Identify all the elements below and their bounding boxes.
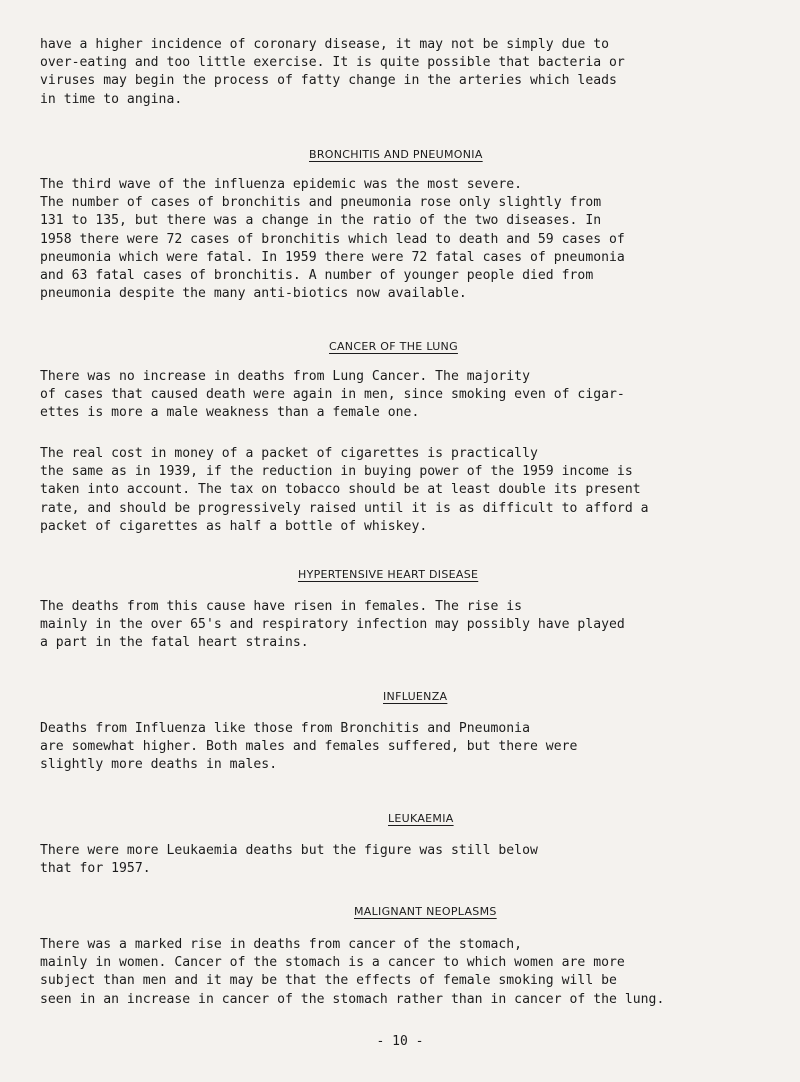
- paragraph-lung-cancer: [40, 368, 770, 423]
- paragraph-text: There was no increase in deaths from Lung Cancer. The majority of cases that caused death were again in men, since smoking even of cigar- ettes is more a male weakness than a female one.: [40, 369, 625, 421]
- heading-hypertensive-heart-disease: HYPERTENSIVE HEART DISEASE: [298, 568, 479, 581]
- paragraph-text: There were more Leukaemia deaths but the figure was still below that for 1957.: [40, 843, 538, 877]
- paragraph-text: Deaths from Influenza like those from Bronchitis and Pneumonia are somewhat higher. Both males and females suffered, but there were slightly more deaths in males.: [40, 721, 578, 773]
- paragraph-text: have a higher incidence of coronary disease, it may not be simply due to over-eating and too little exercise. It is quite possible that bacteria or viruses may begin the process of fatty change in the arteries which leads in time to angina.: [40, 37, 625, 107]
- page-number: - 10 -: [376, 1034, 424, 1049]
- paragraph-coronary: [40, 36, 770, 109]
- paragraph-text: The third wave of the influenza epidemic was the most severe. The number of cases of bronchitis and pneumonia rose only slightly from 131 to 135, but there was a change in the ratio of the two diseases. In 1958 there were 72 cases of bronchitis which lead to death and 59 cases of pneumonia which were fatal. In 1959 there were 72 fatal cases of pneumonia and 63 fatal cases of bronchitis. A number of younger people died from pneumonia despite the many anti-biotics now available.: [40, 177, 625, 302]
- heading-influenza: INFLUENZA: [383, 690, 448, 703]
- paragraph-neoplasms: [40, 936, 770, 1009]
- paragraph-text: There was a marked rise in deaths from cancer of the stomach, mainly in women. Cancer of the stomach is a cancer to which women are more subject than men and it may be that the effects of female smoking will be seen in an increase in cancer of the stomach rather than in cancer of the lung.: [40, 937, 665, 1007]
- paragraph-leukaemia: [40, 842, 770, 878]
- paragraph-cigarette-cost: [40, 445, 770, 536]
- paragraph-text: The deaths from this cause have risen in females. The rise is mainly in the over 65's and respiratory infection may possibly have played a part in the fatal heart strains.: [40, 599, 625, 651]
- heading-leukaemia: LEUKAEMIA: [388, 812, 454, 825]
- paragraph-influenza: [40, 720, 770, 775]
- paragraph-hypertensive: [40, 598, 770, 653]
- heading-cancer-of-the-lung: CANCER OF THE LUNG: [329, 340, 458, 353]
- paragraph-text: The real cost in money of a packet of cigarettes is practically the same as in 1939, if the reduction in buying power of the 1959 income is taken into account. The tax on tobacco should be at least double its present rate, and should be progressively raised until it is as difficult to afford a packet of cigarettes as half a bottle of whiskey.: [40, 446, 649, 534]
- paragraph-bronchitis: [40, 176, 770, 303]
- heading-malignant-neoplasms: MALIGNANT NEOPLASMS: [354, 905, 497, 918]
- heading-bronchitis-pneumonia: BRONCHITIS AND PNEUMONIA: [309, 148, 483, 161]
